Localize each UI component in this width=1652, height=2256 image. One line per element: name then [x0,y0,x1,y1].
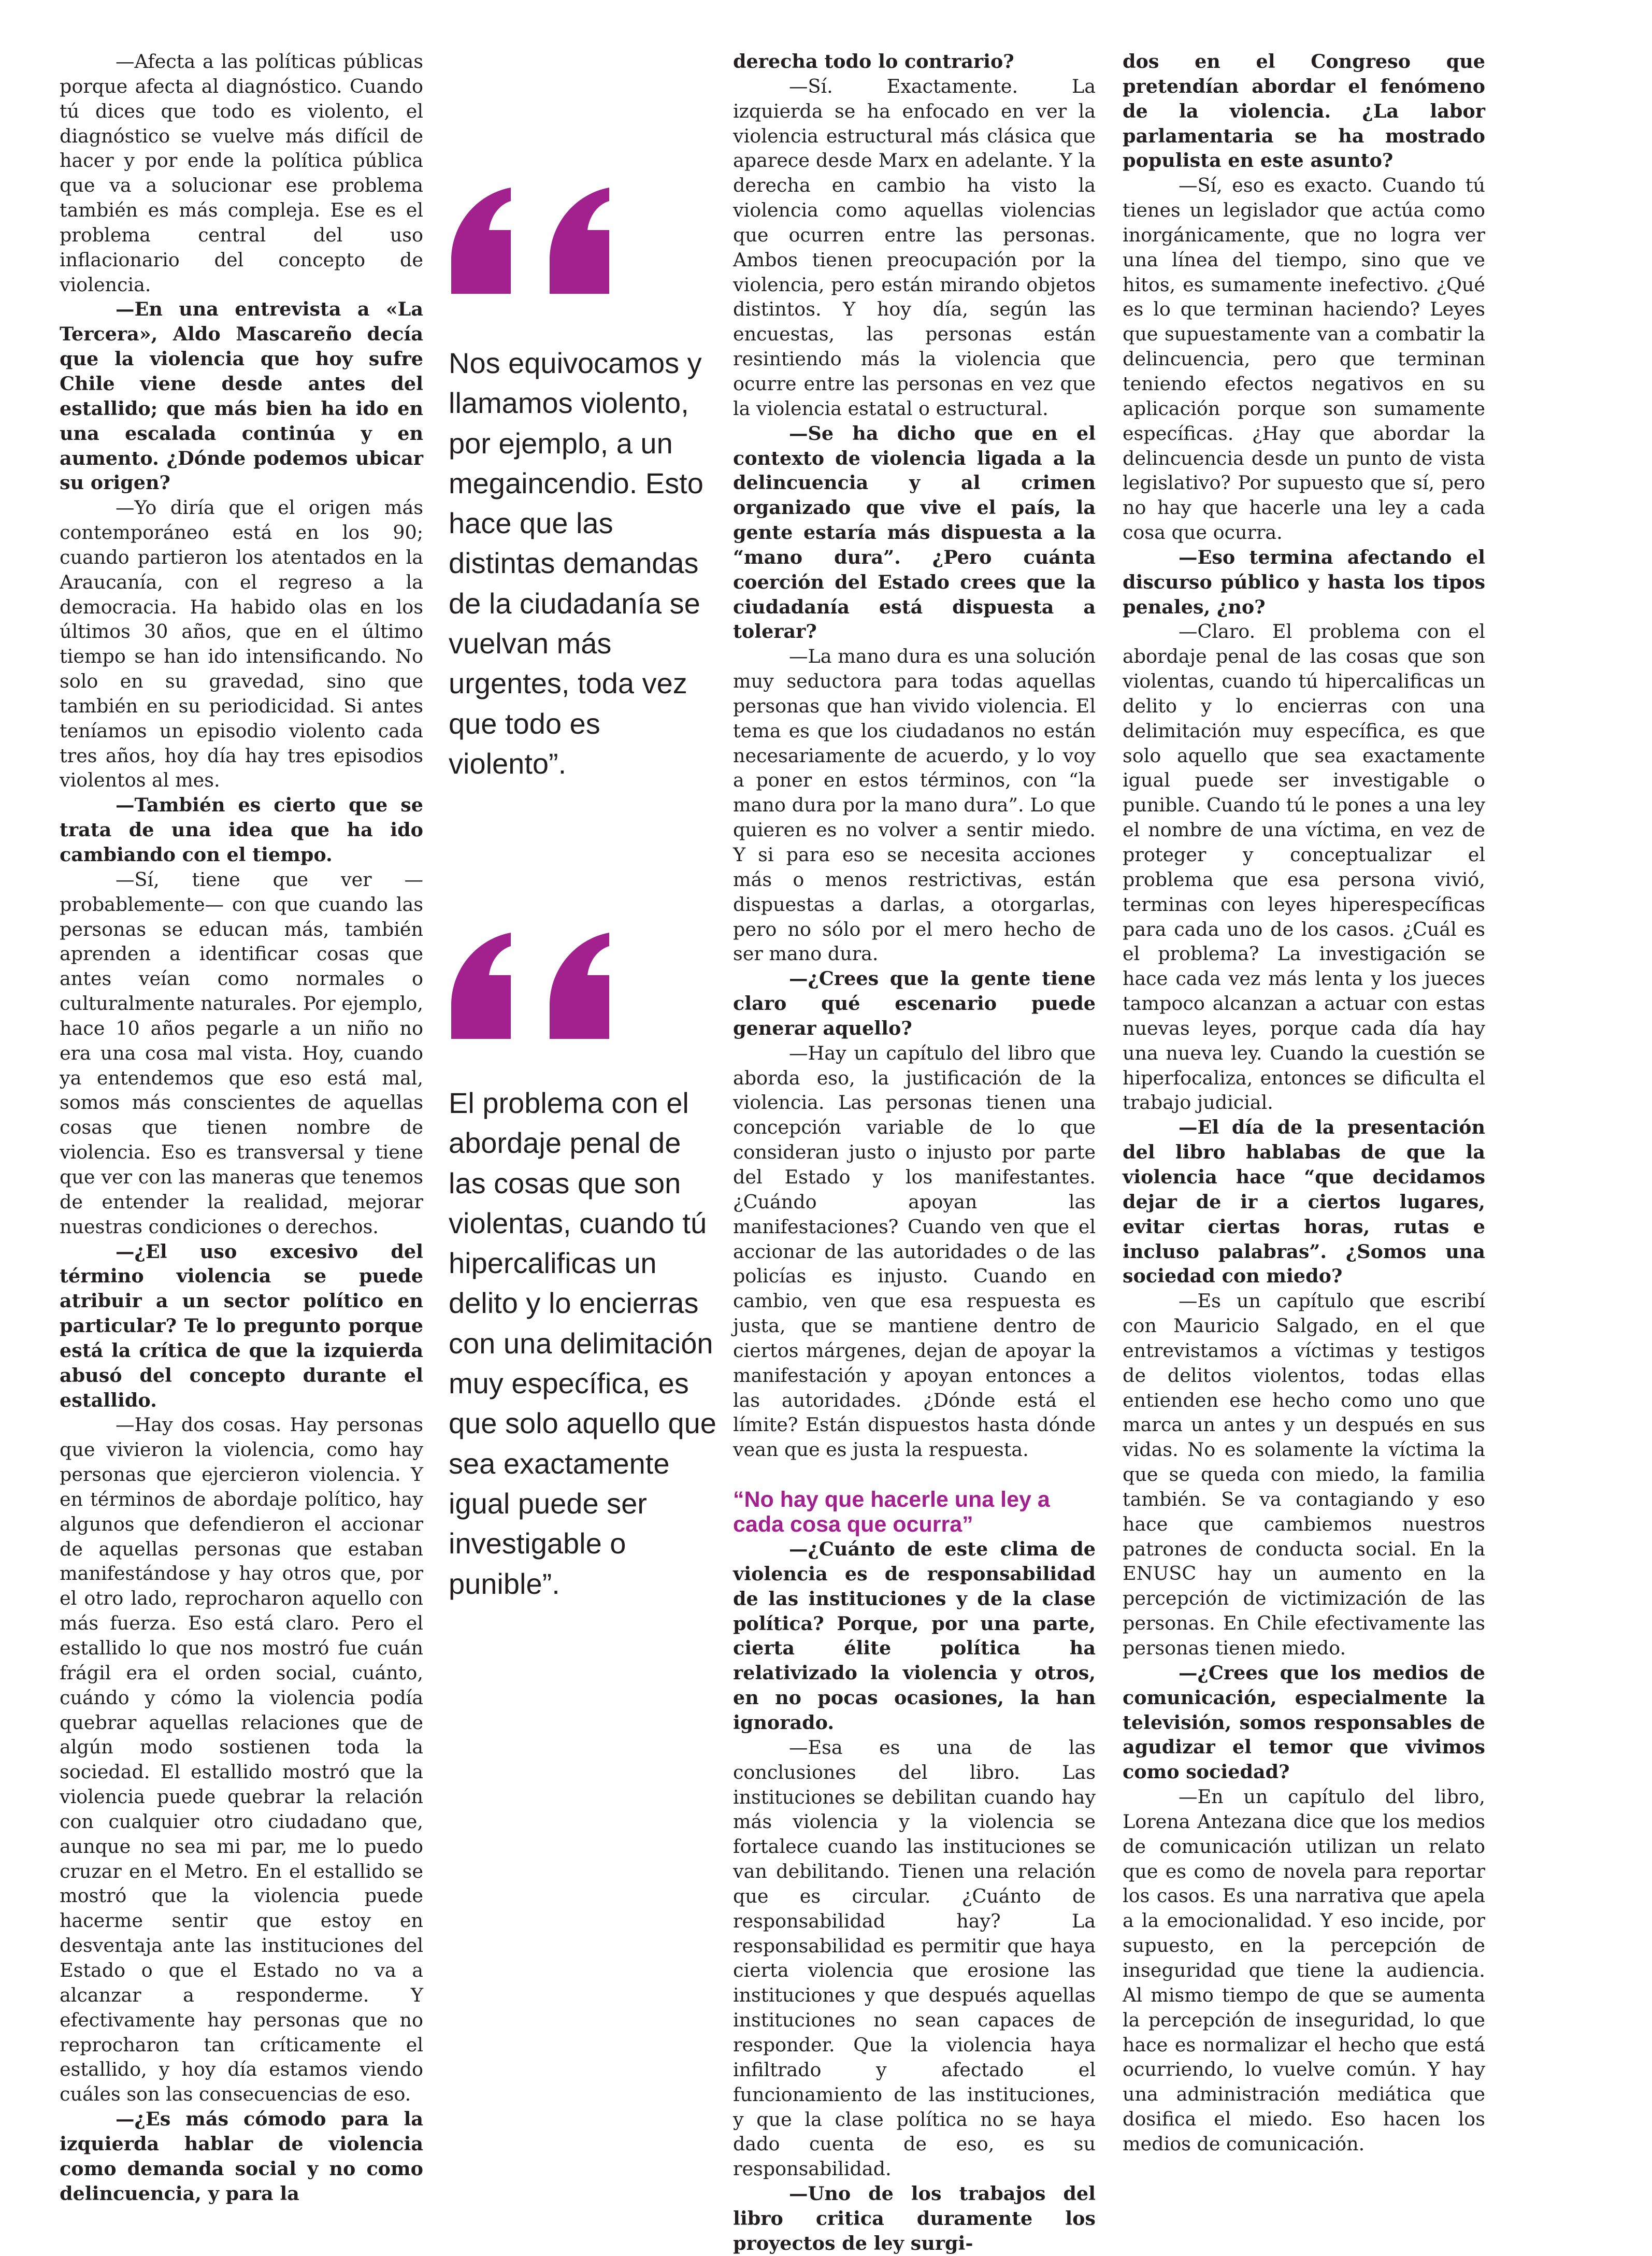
question-paragraph: —Eso termina afectando el discurso público y hasta los tipos penales, ¿no? [1123,546,1485,618]
article-column-1 [60,49,423,2206]
article-column-3 [733,49,1096,2256]
answer-paragraph: —Sí, eso es exacto. Cuando tú tienes un legislador que actúa como inorgánicamente, que no logra ver una línea del tiempo, sino que ve hitos, es sumamente inefectivo. ¿Qué es lo que terminan haciendo? Leyes que supuestamente van a combatir la delincuencia, pero que terminan teniendo efectos negativos en su aplicación porque son sumamente específicas. ¿Hay que abordar la delincuencia desde un punto de vista legislativo? Por supuesto que sí, pero no hay que hacerle una ley a cada cosa que ocurra. [1123,174,1485,544]
question-paragraph: —Se ha dicho que en el contexto de violencia ligada a la delincuencia y al crimen organizado que vive el país, la gente estaría más dispuesta a la “mano dura”. ¿Pero cuánta coerción del Estado crees que la ciudadanía está dispuesta a tolerar? [733,422,1096,643]
question-paragraph: —El día de la presentación del libro hablabas de que la violencia hace “que decidamos dejar de ir a ciertos lugares, evitar ciertas horas, rutas e incluso palabras”. ¿Somos una sociedad con miedo? [1123,1116,1485,1288]
article-column-4 [1123,49,1485,2157]
quote-mark-icon [449,188,620,296]
question-paragraph: —¿Crees que la gente tiene claro qué escenario puede generar aquello? [733,967,1096,1039]
answer-paragraph: —En un capítulo del libro, Lorena Antezana dice que los medios de comunicación utilizan un relato que es como de novela para reportar los casos. Es una narrativa que apela a la emocionalidad. Y eso incide, por supuesto, en la percepción de inseguridad que tiene la audiencia. Al mismo tiempo de que se aumenta la percepción de inseguridad, lo que hace es normalizar el hecho que está ocurriendo, lo vuelve común. Y hay una administración mediática que dosifica el miedo. Eso hacen los medios de comunicación. [1123,1786,1485,2155]
question-paragraph: derecha todo lo contrario? [733,50,1014,73]
question-paragraph: —También es cierto que se trata de una idea que ha ido cambiando con el tiempo. [60,794,423,866]
question-paragraph: —¿Es más cómodo para la izquierda hablar de violencia como demanda social y no como delincuencia, y para la [60,2108,423,2205]
answer-paragraph: —La mano dura es una solución muy seductora para todas aquellas personas que han vivido violencia. El tema es que los ciudadanos no están necesariamente de acuerdo, y lo voy a poner en estos términos, con “la mano dura por la mano dura”. Lo que quieren es no volver a sentir miedo. Y si para eso se necesita acciones más o menos restrictivas, están dispuestas a darlas, a otorgarlas, pero no sólo por el mero hecho de ser mano dura. [733,645,1096,965]
pull-quote-1 [449,188,718,783]
question-paragraph: dos en el Congreso que pretendían abordar el fenómeno de la violencia. ¿La labor parlamentaria se ha mostrado populista en este asunto? [1123,50,1485,172]
section-subheading: “No hay que hacerle una ley a cada cosa que ocurra” [733,1487,1050,1537]
answer-paragraph: —Afecta a las políticas públicas porque afecta al diagnóstico. Cuando tú dices que todo es violento, el diagnóstico se vuelve más difícil de hacer y por ende la política pública que va a solucionar ese problema también es más compleja. Ese es el problema central del uso inflacionario del concepto de violencia. [60,50,423,296]
answer-paragraph: —Sí. Exactamente. La izquierda se ha enfocado en ver la violencia estructural más clásica que aparece desde Marx en adelante. Y la derecha en cambio ha visto la violencia como aquellas violencias que ocurren entre las personas. Ambos tienen preocupación por la violencia, pero están mirando objetos distintos. Y hoy día, según las encuestas, las personas están resintiendo más la violencia que ocurre entre las personas en vez que la violencia estatal o estructural. [733,75,1096,420]
answer-paragraph: —Hay dos cosas. Hay personas que vivieron la violencia, como hay personas que ejercieron violencia. Y en términos de abordaje político, hay algunos que defendieron el accionar de aquellas personas que estaban manifestándose y hay otros que, por el otro lado, reprocharon aquello con más fuerza. Eso está claro. Pero el estallido lo que nos mostró fue cuán frágil era el orden social, cuánto, cuándo y cómo la violencia podía quebrar aquellas relaciones que de algún modo sostienen toda la sociedad. El estallido mostró que la violencia puede quebrar la relación con cualquier otro ciudadano que, aunque no sea mi par, me lo puedo cruzar en el Metro. En el estallido se mostró que la violencia puede hacerme sentir que estoy en desventaja ante las instituciones del Estado o que el Estado no va a alcanzar a responderme. Y efectivamente hay personas que no reprocharon tan críticamente el estallido, y hoy día estamos viendo cuáles son las consecuencias de eso. [60,1413,423,2106]
pull-quote-text: Nos equivocamos y llamamos violento, por ejemplo, a un megaincendio. Esto hace que las distintas demandas de la ciudadanía se vuelvan más urgentes, toda vez que todo es violento”. [449,347,703,780]
answer-paragraph: —Es un capítulo que escribí con Mauricio Salgado, en el que entrevistamos a víctimas y testigos de delitos violentos, todas ellas entienden ese hecho como uno que marca un antes y un después en sus vidas. No es solamente la víctima la que se queda con miedo, la familia también. Se va contagiando y eso hace que cambiemos nuestros patrones de conducta social. En la ENUSC hay un aumento en la percepción de victimización de las personas. En Chile efectivamente las personas tienen miedo. [1123,1290,1485,1659]
quote-mark-icon [449,933,620,1041]
answer-paragraph: —Esa es una de las conclusiones del libro. Las instituciones se debilitan cuando hay más violencia y la violencia se fortalece cuando las instituciones se van debilitando. Tienen una relación que es circular. ¿Cuánto de responsabilidad hay? La responsabilidad es permitir que haya cierta violencia que erosione las instituciones y que después aquellas instituciones no sean capaces de responder. Que la violencia haya infiltrado y afectado el funcionamiento de las instituciones, y que la clase política no se haya dado cuenta de eso, es su responsabilidad. [733,1736,1096,2180]
question-paragraph: —¿El uso excesivo del término violencia se puede atribuir a un sector político en particular? Te lo pregunto porque está la crítica de que la izquierda abusó del concepto durante el estallido. [60,1240,423,1411]
question-paragraph: —En una entrevista a «La Tercera», Aldo Mascareño decía que la violencia que hoy sufre Chile viene desde antes del estallido; que más bien ha ido en una escalada continúa y en aumento. ¿Dónde podemos ubicar su origen? [60,298,423,494]
question-paragraph: —Uno de los trabajos del libro critica duramente los proyectos de ley surgi- [733,2182,1096,2254]
question-paragraph: —¿Cuánto de este clima de violencia es de responsabilidad de las instituciones y de la clase política? Porque, por una parte, cierta élite política ha relativizado la violencia y otros, en no pocas ocasiones, la han ignorado. [733,1538,1096,1734]
question-paragraph: —¿Crees que los medios de comunicación, especialmente la televisión, somos responsables de agudizar el temor que vivimos como sociedad? [1123,1661,1485,1783]
answer-paragraph: —Claro. El problema con el abordaje penal de las cosas que son violentas, cuando tú hipercalificas un delito y lo encierras con una delimitación muy específica, es que solo aquello que sea exactamente igual puede ser investigable o punible. Cuando tú le pones a una ley el nombre de una víctima, en vez de proteger y conceptualizar el problema que esa persona vivió, terminas con leyes hiperespecíficas para cada uno de los casos. ¿Cuál es el problema? La investigación se hace cada vez más lenta y los jueces tampoco alcanzan a actuar con estas nuevas leyes, porque cada día hay una nueva ley. Cuando la cuestión se hiperfocaliza, entonces se dificulta el trabajo judicial. [1123,620,1485,1114]
answer-paragraph: —Yo diría que el origen más contemporáneo está en los 90; cuando partieron los atentados en la Araucanía, con el regreso a la democracia. Ha habido olas en los últimos 30 años, que en el último tiempo se han ido intensificando. No solo en su gravedad, sino que también en su periodicidad. Si antes teníamos un episodio violento cada tres años, hoy día hay tres episodios violentos al mes. [60,496,423,792]
answer-paragraph: —Hay un capítulo del libro que aborda eso, la justificación de la violencia. Las personas tienen una concepción variable de lo que consideran justo o injusto por parte del Estado y los manifestantes. ¿Cuándo apoyan las manifestaciones? Cuando ven que el accionar de las autoridades o de las policías es injusto. Cuando en cambio, ven que esa respuesta es justa, que se mantiene dentro de ciertos márgenes, dejan de apoyar la manifestación y apoyan entonces a las autoridades. ¿Dónde está el límite? Están dispuestos hasta dónde vean que es justa la respuesta. [733,1041,1096,1461]
pull-quote-text: El problema con el abordaje penal de las cosas que son violentas, cuando tú hipercalificas un delito y lo encierras con una delimitación muy específica, es que solo aquello que sea exactamente igual puede ser investigable o punible”. [449,1087,716,1600]
pull-quote-2 [449,933,718,1604]
answer-paragraph: —Sí, tiene que ver —probablemente— con que cuando las personas se educan más, también aprenden a identificar cosas que antes veían como normales o culturalmente naturales. Por ejemplo, hace 10 años pegarle a un niño no era una cosa mal vista. Hoy, cuando ya entendemos que eso está mal, somos más conscientes de aquellas cosas que tienen nombre de violencia. Eso es transversal y tiene que ver con las maneras que tenemos de entender la realidad, mejorar nuestras condiciones o derechos. [60,868,423,1238]
